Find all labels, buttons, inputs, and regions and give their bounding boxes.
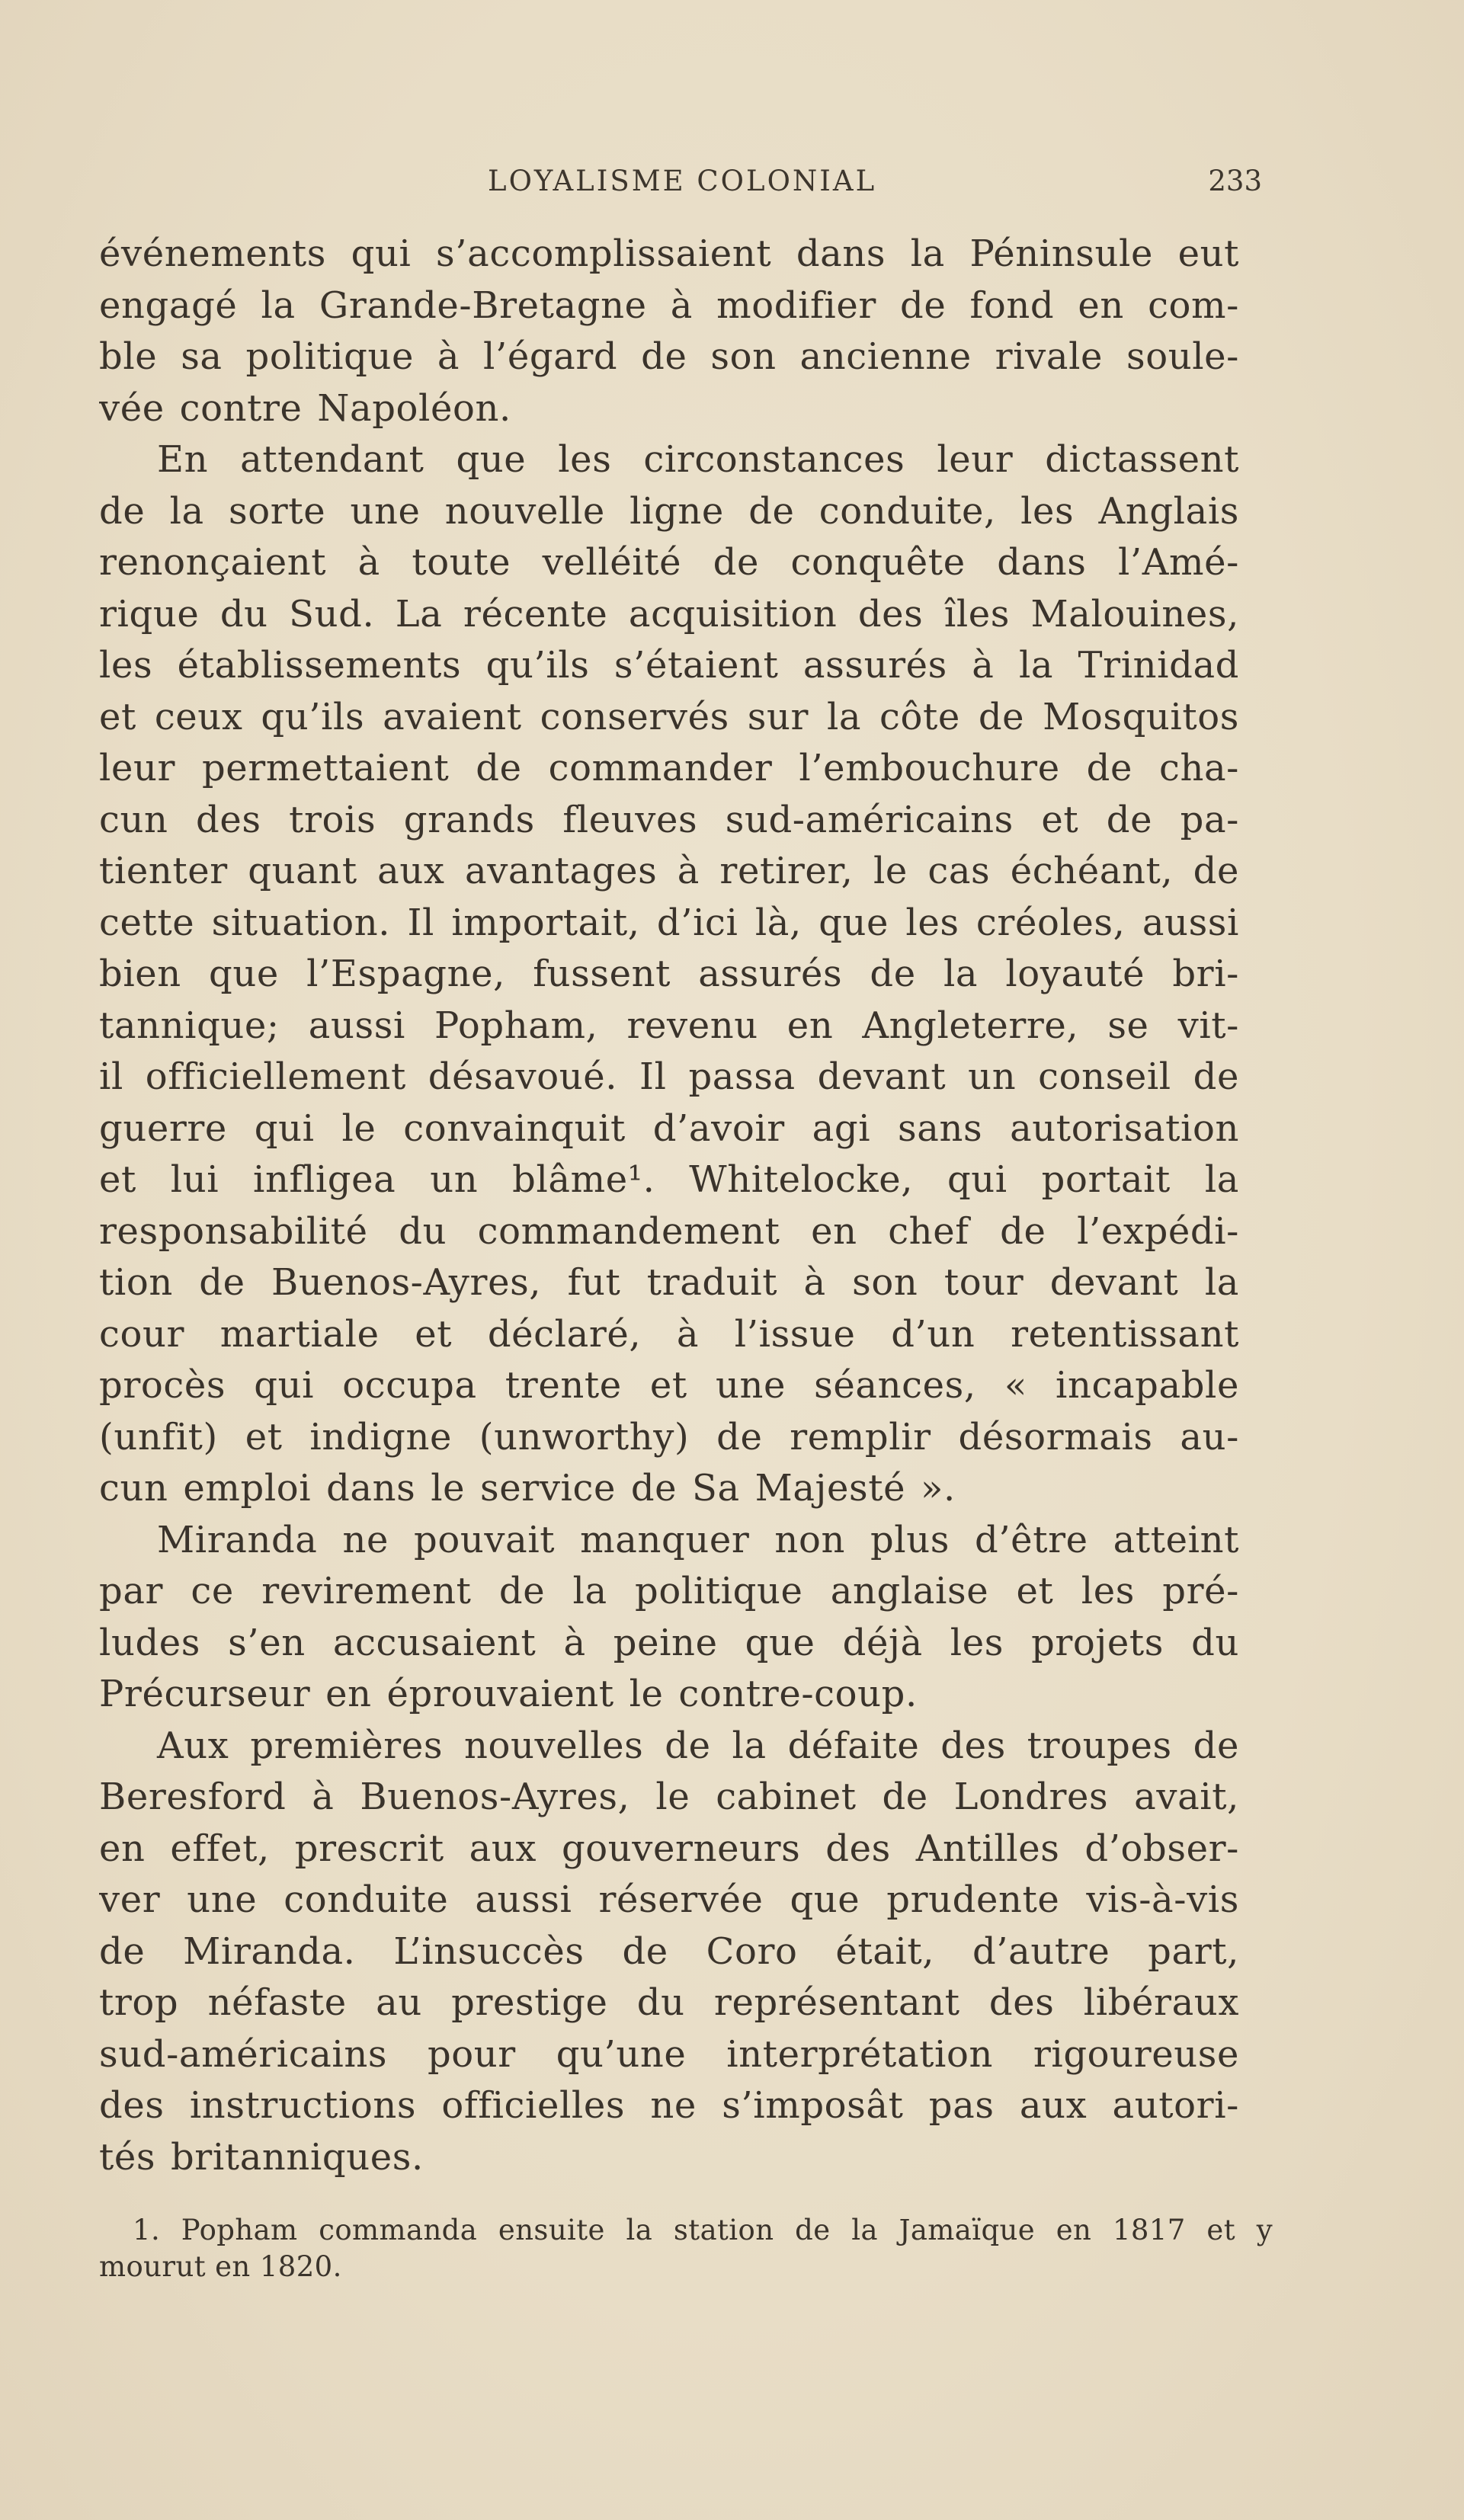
text-line: Aux premières nouvelles de la défaite des troupes de (157, 1724, 1239, 1767)
text-line: responsabilité du commandement en chef de l’expédi- (99, 1209, 1239, 1253)
text-line: renonçaient à toute velléité de conquête dans l’Amé- (99, 541, 1239, 584)
footnote-line: 1. Popham commanda ensuite la station de la Jamaïque en 1817 et y (133, 2214, 1273, 2246)
text-line: par ce revirement de la politique anglaise et les pré- (99, 1570, 1239, 1612)
text-line: trop néfaste au prestige du représentant des libéraux (99, 1981, 1239, 2024)
text-line: ver une conduite aussi réservée que prudente vis-à-vis (99, 1878, 1239, 1921)
text-line: il officiellement désavoué. Il passa devant un conseil de (99, 1055, 1239, 1098)
text-line: tannique; aussi Popham, revenu en Angleterre, se vit- (99, 1004, 1239, 1047)
text-line: de la sorte une nouvelle ligne de conduite, les Anglais (99, 489, 1239, 533)
text-line: vée contre Napoléon. (99, 386, 511, 430)
text-line: En attendant que les circonstances leur dictassent (157, 438, 1239, 481)
footnotes (99, 2212, 1273, 2285)
text-line: (unfit) et indigne (unworthy) de remplir désormais au- (99, 1415, 1239, 1459)
text-line: en effet, prescrit aux gouverneurs des Antilles d’obser- (99, 1827, 1239, 1870)
text-line: cun emploi dans le service de Sa Majesté ». (99, 1467, 956, 1510)
footnote-line: mourut en 1820. (99, 2250, 342, 2283)
text-line: tés britanniques. (99, 2135, 424, 2179)
page-number: 233 (1208, 165, 1262, 197)
text-line: bien que l’Espagne, fussent assurés de la loyauté bri- (99, 953, 1239, 995)
text-line: de Miranda. L’insuccès de Coro était, d’autre part, (99, 1929, 1239, 1973)
text-line: tion de Buenos-Ayres, fut traduit à son tour devant la (99, 1261, 1239, 1304)
text-line: les établissements qu’ils s’étaient assurés à la Trinidad (99, 644, 1239, 687)
text-line: Beresford à Buenos-Ayres, le cabinet de Londres avait, (99, 1776, 1239, 1818)
text-line: événements qui s’accomplissaient dans la Péninsule eut (99, 232, 1239, 275)
text-line: des instructions officielles ne s’imposât pas aux autori- (99, 2084, 1239, 2127)
text-line: ble sa politique à l’égard de son ancienne rivale soule- (99, 335, 1239, 378)
text-line: cour martiale et déclaré, à l’issue d’un retentissant (99, 1312, 1239, 1356)
text-line: rique du Sud. La récente acquisition des îles Malouines, (99, 592, 1239, 636)
text-line: leur permettaient de commander l’embouchure de cha- (99, 747, 1239, 789)
text-line: et ceux qu’ils avaient conservés sur la côte de Mosquitos (99, 695, 1239, 738)
text-line: procès qui occupa trente et une séances, « incapable (99, 1364, 1239, 1407)
text-line: ludes s’en accusaient à peine que déjà les projets du (99, 1621, 1239, 1664)
body-text (99, 229, 1239, 2183)
running-title: LOYALISME COLONIAL (488, 165, 877, 197)
page-header (99, 159, 1262, 204)
text-line: Précurseur en éprouvaient le contre-coup. (99, 1673, 918, 1715)
text-line: tienter quant aux avantages à retirer, le cas échéant, de (99, 850, 1239, 892)
text-line: guerre qui le convainquit d’avoir agi sans autorisation (99, 1106, 1239, 1150)
text-line: et lui infligea un blâme¹. Whitelocke, qui portait la (99, 1158, 1239, 1201)
text-line: cun des trois grands fleuves sud-américains et de pa- (99, 798, 1239, 841)
text-line: engagé la Grande-Bretagne à modifier de fond en com- (99, 283, 1239, 327)
text-line: cette situation. Il importait, d’ici là, que les créoles, aussi (99, 901, 1239, 944)
text-line: Miranda ne pouvait manquer non plus d’être atteint (157, 1518, 1239, 1561)
text-line: sud-américains pour qu’une interprétation rigoureuse (99, 2032, 1239, 2076)
